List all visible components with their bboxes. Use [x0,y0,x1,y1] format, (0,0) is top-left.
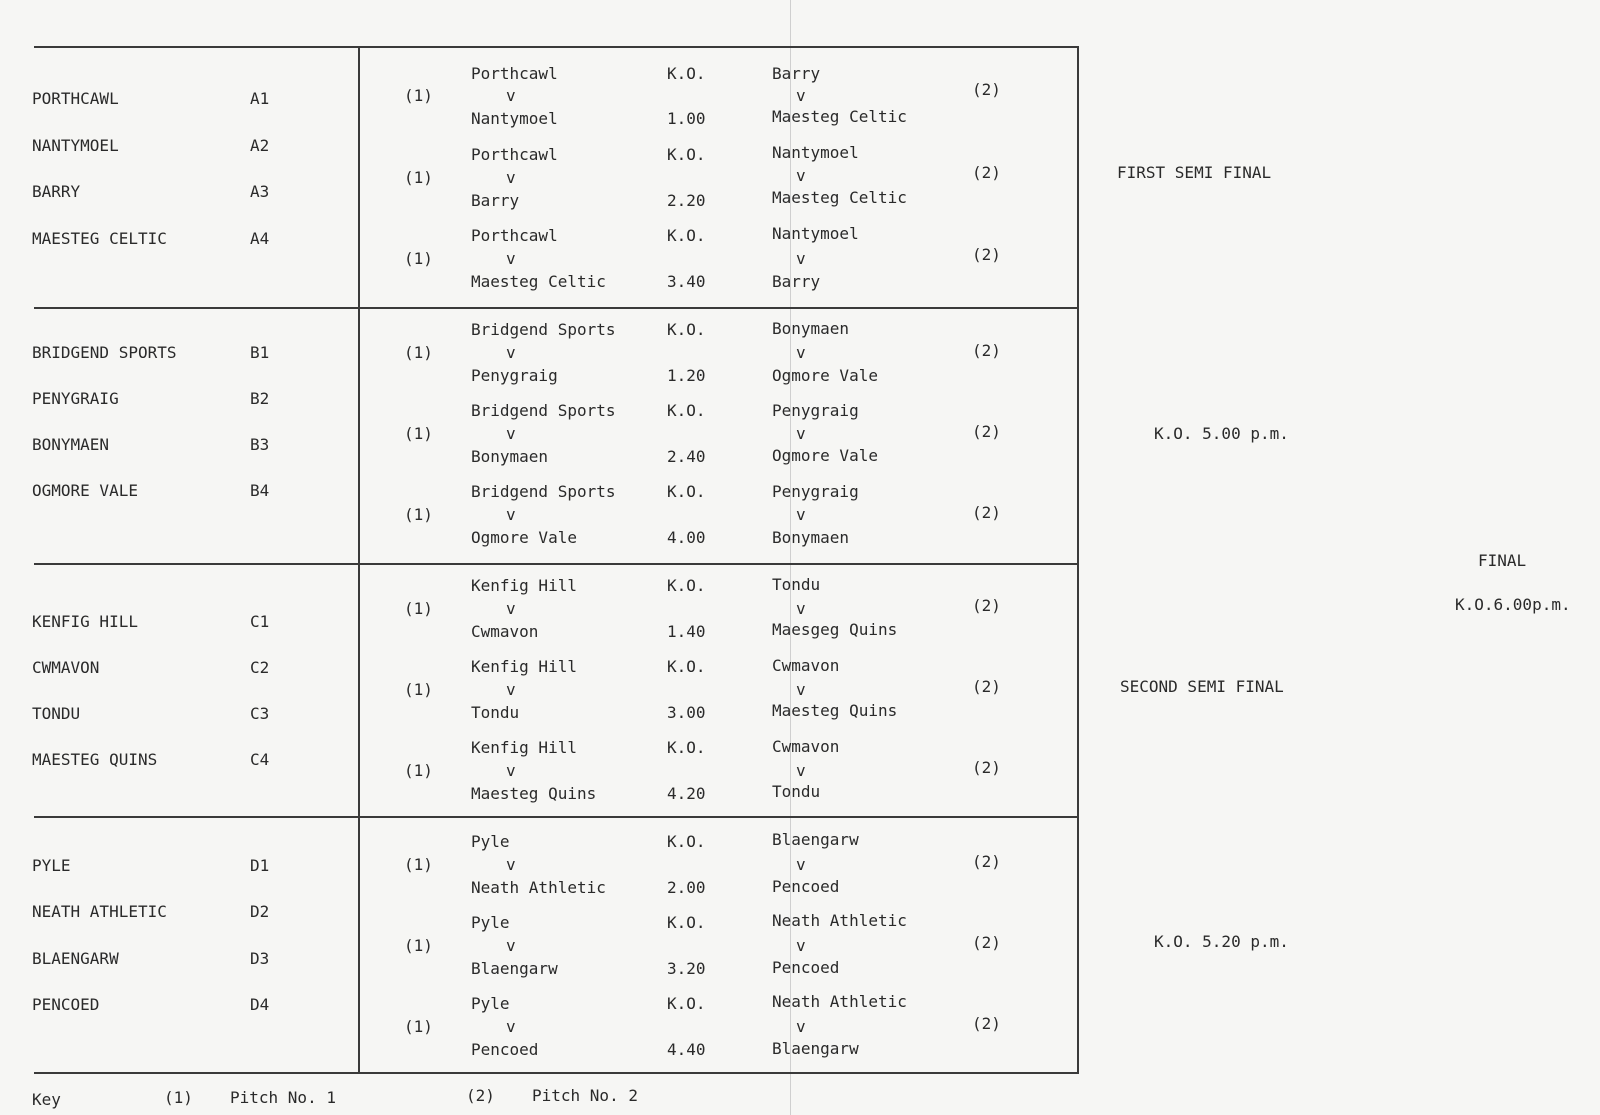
versus: v [796,424,806,443]
versus: v [506,343,516,362]
key-pitch-1-marker: (1) [164,1088,193,1107]
pitch-2-team-2: Maesgeg Quins [772,620,898,639]
team-code: A3 [250,182,270,201]
versus: v [506,168,516,187]
pitch-1-marker: (1) [404,855,433,874]
match-away-team: Pencoed [471,1040,539,1059]
match-away-team: Bonymaen [471,447,549,466]
pitch-2-team-2: Pencoed [772,958,840,977]
pitch-2-team-2: Maesteg Celtic [772,188,907,207]
match-home-team: Kenfig Hill [471,738,577,757]
divider-top [34,46,1078,48]
ko-label: K.O. [667,657,706,676]
pitch-2-team-2: Maesteg Celtic [772,107,907,126]
versus: v [796,505,806,524]
match-away-team: Tondu [471,703,520,722]
divider-bc [34,563,1078,565]
team-name: MAESTEG CELTIC [32,229,167,248]
versus: v [796,680,806,699]
team-name: OGMORE VALE [32,481,138,500]
team-name: BARRY [32,182,81,201]
team-name: CWMAVON [32,658,100,677]
team-code: A4 [250,229,270,248]
paper-fold-crease [790,0,791,1115]
second-semi-ko-time: K.O. 5.20 p.m. [1154,932,1289,951]
pitch-1-marker: (1) [404,1017,433,1036]
team-code: B4 [250,481,270,500]
ko-time: 3.20 [667,959,706,978]
key-label: Key [32,1090,61,1109]
first-semi-final-heading: FIRST SEMI FINAL [1117,163,1272,182]
match-home-team: Bridgend Sports [471,401,616,420]
pitch-2-team-2: Tondu [772,782,821,801]
divider-cd [34,816,1078,818]
key-pitch-1-text: Pitch No. 1 [230,1088,336,1107]
team-code: C1 [250,612,270,631]
versus: v [796,936,806,955]
team-code: A1 [250,89,270,108]
versus: v [506,424,516,443]
pitch-2-marker: (2) [972,245,1001,264]
versus: v [506,86,516,105]
team-name: KENFIG HILL [32,612,138,631]
team-name: PYLE [32,856,71,875]
divider-vertical-right [1077,46,1079,1074]
pitch-2-marker: (2) [972,422,1001,441]
first-semi-ko-time: K.O. 5.00 p.m. [1154,424,1289,443]
versus: v [796,761,806,780]
team-code: D4 [250,995,270,1014]
team-code: B2 [250,389,270,408]
ko-time: 3.40 [667,272,706,291]
pitch-2-team-2: Bonymaen [772,528,850,547]
ko-label: K.O. [667,401,706,420]
pitch-2-team-2: Blaengarw [772,1039,859,1058]
team-name: BLAENGARW [32,949,119,968]
pitch-2-marker: (2) [972,852,1001,871]
pitch-1-marker: (1) [404,86,433,105]
pitch-2-marker: (2) [972,758,1001,777]
versus: v [506,599,516,618]
team-name: BONYMAEN [32,435,110,454]
match-home-team: Bridgend Sports [471,320,616,339]
pitch-2-marker: (2) [972,163,1001,182]
versus: v [796,249,806,268]
pitch-2-marker: (2) [972,596,1001,615]
match-away-team: Maesteg Quins [471,784,597,803]
team-code: D3 [250,949,270,968]
team-code: C4 [250,750,270,769]
ko-label: K.O. [667,832,706,851]
ko-time: 4.00 [667,528,706,547]
match-home-team: Bridgend Sports [471,482,616,501]
versus: v [796,166,806,185]
pitch-1-marker: (1) [404,424,433,443]
pitch-2-team-1: Barry [772,64,821,83]
team-name: PENYGRAIG [32,389,119,408]
final-heading: FINAL [1478,551,1527,570]
match-away-team: Nantymoel [471,109,558,128]
ko-time: 1.40 [667,622,706,641]
pitch-2-marker: (2) [972,503,1001,522]
match-away-team: Maesteg Celtic [471,272,606,291]
match-home-team: Porthcawl [471,226,558,245]
ko-time: 4.20 [667,784,706,803]
ko-time: 2.40 [667,447,706,466]
pitch-2-team-1: Cwmavon [772,656,840,675]
team-name: NEATH ATHLETIC [32,902,167,921]
pitch-1-marker: (1) [404,249,433,268]
match-away-team: Neath Athletic [471,878,606,897]
versus: v [506,680,516,699]
ko-time: 2.00 [667,878,706,897]
pitch-2-team-2: Barry [772,272,821,291]
pitch-1-marker: (1) [404,343,433,362]
versus: v [506,1017,516,1036]
pitch-2-team-2: Pencoed [772,877,840,896]
versus: v [796,1017,806,1036]
pitch-2-team-1: Penygraig [772,482,859,501]
versus: v [506,505,516,524]
pitch-2-team-1: Nantymoel [772,143,859,162]
team-name: PENCOED [32,995,100,1014]
versus: v [506,761,516,780]
pitch-1-marker: (1) [404,168,433,187]
pitch-2-marker: (2) [972,80,1001,99]
match-home-team: Pyle [471,832,510,851]
ko-label: K.O. [667,913,706,932]
pitch-1-marker: (1) [404,505,433,524]
team-name: MAESTEG QUINS [32,750,158,769]
ko-label: K.O. [667,576,706,595]
match-home-team: Pyle [471,913,510,932]
ko-time: 1.20 [667,366,706,385]
pitch-2-marker: (2) [972,1014,1001,1033]
pitch-2-marker: (2) [972,341,1001,360]
team-code: B3 [250,435,270,454]
pitch-2-marker: (2) [972,677,1001,696]
pitch-2-team-2: Ogmore Vale [772,446,878,465]
versus: v [506,249,516,268]
pitch-2-marker: (2) [972,933,1001,952]
match-home-team: Pyle [471,994,510,1013]
versus: v [796,343,806,362]
pitch-2-team-2: Maesteg Quins [772,701,898,720]
pitch-2-team-1: Blaengarw [772,830,859,849]
final-ko-time: K.O.6.00p.m. [1455,595,1571,614]
team-code: C2 [250,658,270,677]
team-code: D2 [250,902,270,921]
pitch-1-marker: (1) [404,936,433,955]
versus: v [506,855,516,874]
team-name: NANTYMOEL [32,136,119,155]
ko-time: 3.00 [667,703,706,722]
team-code: A2 [250,136,270,155]
pitch-2-team-1: Bonymaen [772,319,850,338]
divider-vertical-left [358,46,360,1074]
team-name: TONDU [32,704,81,723]
match-away-team: Penygraig [471,366,558,385]
team-name: PORTHCAWL [32,89,119,108]
pitch-2-team-1: Neath Athletic [772,992,907,1011]
pitch-2-team-2: Ogmore Vale [772,366,878,385]
pitch-2-team-1: Tondu [772,575,821,594]
match-home-team: Porthcawl [471,64,558,83]
pitch-2-team-1: Neath Athletic [772,911,907,930]
pitch-1-marker: (1) [404,599,433,618]
pitch-1-marker: (1) [404,761,433,780]
ko-label: K.O. [667,226,706,245]
divider-bottom [34,1072,1078,1074]
key-pitch-2-text: Pitch No. 2 [532,1086,638,1105]
ko-label: K.O. [667,320,706,339]
pitch-2-team-1: Penygraig [772,401,859,420]
match-away-team: Ogmore Vale [471,528,577,547]
ko-time: 1.00 [667,109,706,128]
versus: v [796,86,806,105]
match-away-team: Cwmavon [471,622,539,641]
key-pitch-2-marker: (2) [466,1086,495,1105]
match-away-team: Barry [471,191,520,210]
ko-label: K.O. [667,738,706,757]
match-home-team: Porthcawl [471,145,558,164]
pitch-1-marker: (1) [404,680,433,699]
versus: v [796,855,806,874]
ko-label: K.O. [667,994,706,1013]
match-home-team: Kenfig Hill [471,657,577,676]
match-home-team: Kenfig Hill [471,576,577,595]
ko-label: K.O. [667,64,706,83]
divider-ab [34,307,1078,309]
team-code: D1 [250,856,270,875]
pitch-2-team-1: Nantymoel [772,224,859,243]
team-name: BRIDGEND SPORTS [32,343,177,362]
team-code: C3 [250,704,270,723]
match-away-team: Blaengarw [471,959,558,978]
second-semi-final-heading: SECOND SEMI FINAL [1120,677,1284,696]
ko-time: 4.40 [667,1040,706,1059]
versus: v [796,599,806,618]
versus: v [506,936,516,955]
ko-label: K.O. [667,145,706,164]
ko-time: 2.20 [667,191,706,210]
ko-label: K.O. [667,482,706,501]
pitch-2-team-1: Cwmavon [772,737,840,756]
team-code: B1 [250,343,270,362]
